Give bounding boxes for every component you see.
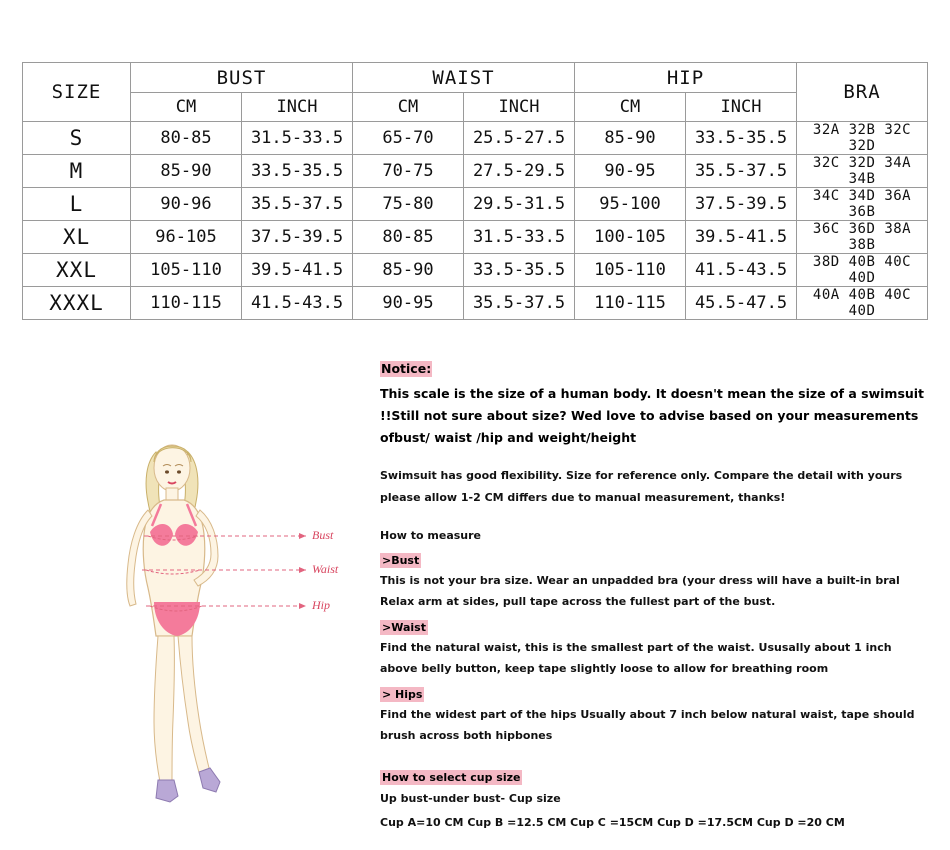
cell-hip-inch: 35.5-37.5 (686, 155, 797, 188)
cell-hip-inch: 41.5-43.5 (686, 254, 797, 287)
measure-section-waist (380, 612, 925, 679)
measure-waist-heading: >Waist (382, 621, 426, 634)
table-row (23, 287, 928, 320)
cell-bust-inch: 41.5-43.5 (242, 287, 353, 320)
how-to-measure-heading: How to measure (380, 529, 482, 542)
cell-waist-inch: 25.5-27.5 (464, 122, 575, 155)
cup-size-line-1: Up bust-under bust- Cup size (380, 792, 561, 805)
cell-bust-cm: 90-96 (131, 188, 242, 221)
cell-bra: 34C 34D 36A 36B (797, 188, 928, 221)
cell-size: XL (23, 221, 131, 254)
cell-bust-inch: 35.5-37.5 (242, 188, 353, 221)
cell-hip-inch: 33.5-35.5 (686, 122, 797, 155)
table-row (23, 155, 928, 188)
measure-bust-heading: >Bust (382, 554, 420, 567)
column-header-bra: BRA (797, 63, 928, 122)
cell-bra: 36C 36D 38A 38B (797, 221, 928, 254)
cell-hip-inch: 37.5-39.5 (686, 188, 797, 221)
cell-waist-inch: 29.5-31.5 (464, 188, 575, 221)
cell-bust-cm: 110-115 (131, 287, 242, 320)
cell-size: XXL (23, 254, 131, 287)
column-header-waist: WAIST (353, 63, 575, 93)
cell-bra: 38D 40B 40C 40D (797, 254, 928, 287)
cell-bust-cm: 80-85 (131, 122, 242, 155)
cell-bust-inch: 39.5-41.5 (242, 254, 353, 287)
cell-hip-inch: 39.5-41.5 (686, 221, 797, 254)
cell-hip-cm: 90-95 (575, 155, 686, 188)
table-body (23, 122, 928, 320)
label-waist: Waist (312, 562, 339, 576)
column-header-waist-cm: CM (353, 93, 464, 122)
cup-size-section (380, 746, 925, 833)
measure-waist-body: Find the natural waist, this is the smallest part of the waist. Ususally about 1 inch above belly button, keep tape slightly loose to allow for breathing room (380, 641, 892, 675)
column-header-hip-cm: CM (575, 93, 686, 122)
measure-section-hips (380, 679, 925, 746)
female-body-figure-icon (60, 410, 360, 840)
cell-hip-cm: 110-115 (575, 287, 686, 320)
cell-waist-cm: 80-85 (353, 221, 464, 254)
table-header-row-units (23, 93, 928, 122)
cell-bust-inch: 31.5-33.5 (242, 122, 353, 155)
guide-text-column (380, 358, 925, 833)
cell-waist-cm: 70-75 (353, 155, 464, 188)
measure-hips-heading: > Hips (382, 688, 423, 701)
cell-hip-inch: 45.5-47.5 (686, 287, 797, 320)
cell-waist-inch: 33.5-35.5 (464, 254, 575, 287)
column-header-bust: BUST (131, 63, 353, 93)
cell-bra: 32C 32D 34A 34B (797, 155, 928, 188)
cell-bra: 40A 40B 40C 40D (797, 287, 928, 320)
measure-bust-body: This is not your bra size. Wear an unpadded bra (your dress will have a built-in bral Relax arm at sides, pull tape across the fullest part of the bust. (380, 574, 900, 608)
cup-size-heading: How to select cup size (382, 771, 521, 784)
table-header-row-groups (23, 63, 928, 93)
measure-hips-body: Find the widest part of the hips Usually about 7 inch below natural waist, tape should brush across both hipbones (380, 708, 915, 742)
table-head (23, 63, 928, 122)
notice-paragraph: Swimsuit has good flexibility. Size for reference only. Compare the detail with yours please allow 1-2 CM differs due to manual measurement, thanks! (380, 469, 903, 504)
cell-waist-cm: 90-95 (353, 287, 464, 320)
table-row (23, 254, 928, 287)
cell-waist-cm: 75-80 (353, 188, 464, 221)
cell-hip-cm: 105-110 (575, 254, 686, 287)
cell-bra: 32A 32B 32C 32D (797, 122, 928, 155)
cell-hip-cm: 100-105 (575, 221, 686, 254)
column-header-hip-inch: INCH (686, 93, 797, 122)
cup-size-line-2: Cup A=10 CM Cup B =12.5 CM Cup C =15CM Cup D =17.5CM Cup D =20 CM (380, 816, 845, 829)
cell-bust-inch: 37.5-39.5 (242, 221, 353, 254)
measurement-guide-section (0, 340, 950, 850)
cell-hip-cm: 85-90 (575, 122, 686, 155)
cell-bust-inch: 33.5-35.5 (242, 155, 353, 188)
cell-waist-cm: 65-70 (353, 122, 464, 155)
table-row (23, 122, 928, 155)
cell-size: S (23, 122, 131, 155)
label-bust: Bust (312, 528, 334, 542)
label-hip: Hip (312, 598, 330, 612)
cell-waist-cm: 85-90 (353, 254, 464, 287)
cell-hip-cm: 95-100 (575, 188, 686, 221)
table-row (23, 221, 928, 254)
cell-waist-inch: 27.5-29.5 (464, 155, 575, 188)
notice-title: Notice: (381, 361, 432, 376)
cell-size: L (23, 188, 131, 221)
size-chart-table (22, 62, 928, 320)
column-header-bust-cm: CM (131, 93, 242, 122)
cell-bust-cm: 96-105 (131, 221, 242, 254)
column-header-size: SIZE (23, 63, 131, 122)
size-chart-table-container (22, 62, 928, 320)
notice-bold-text: This scale is the size of a human body. It doesn't mean the size of a swimsuit !!Still not sure about size? Wed love to advise based on your measurements ofbust/ waist /hip and weight/height (380, 386, 925, 445)
column-header-waist-inch: INCH (464, 93, 575, 122)
cell-size: M (23, 155, 131, 188)
cell-waist-inch: 31.5-33.5 (464, 221, 575, 254)
table-row (23, 188, 928, 221)
body-figure-illustration (60, 410, 360, 840)
column-header-hip: HIP (575, 63, 797, 93)
measure-section-bust (380, 545, 925, 612)
cell-bust-cm: 85-90 (131, 155, 242, 188)
cell-bust-cm: 105-110 (131, 254, 242, 287)
cell-size: XXXL (23, 287, 131, 320)
column-header-bust-inch: INCH (242, 93, 353, 122)
cell-waist-inch: 35.5-37.5 (464, 287, 575, 320)
